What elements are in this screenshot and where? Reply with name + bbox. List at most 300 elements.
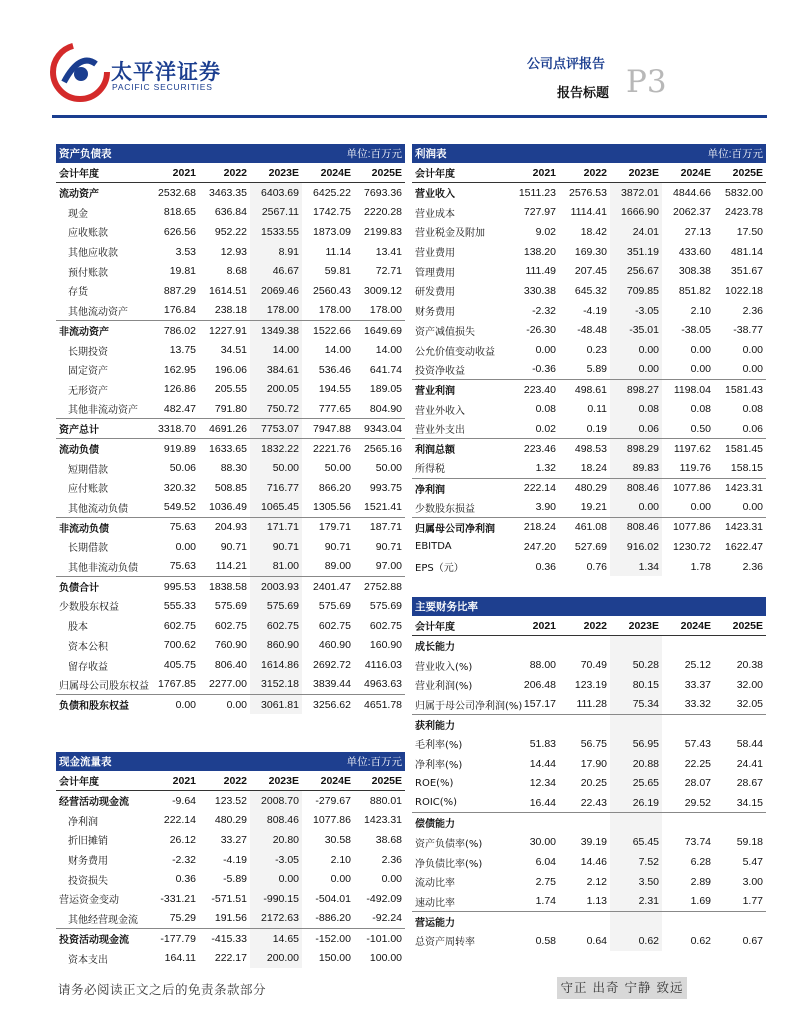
cell-value: 13.75 <box>169 344 196 357</box>
cell-value: 65.45 <box>610 833 662 853</box>
cell-value: 59.81 <box>324 265 351 278</box>
cell-value: 0.62 <box>690 934 711 947</box>
cell-value: 72.71 <box>375 265 403 278</box>
cell-value: 916.02 <box>610 537 662 557</box>
cell-value: 123.52 <box>199 791 250 811</box>
cell-value: 7693.36 <box>354 183 405 203</box>
row-label: 归属母公司股东权益 <box>59 680 149 692</box>
column-header: 2022 <box>199 771 250 791</box>
cell-value: 2.75 <box>535 875 556 888</box>
cell-value: -38.77 <box>733 324 764 337</box>
row-label: 其他应收款 <box>68 248 118 260</box>
cell-value: 2565.16 <box>354 439 405 459</box>
cell-value: 1.78 <box>690 560 711 573</box>
table-row <box>56 202 405 222</box>
cell-value: 1065.45 <box>250 498 302 518</box>
cell-value <box>714 813 766 833</box>
table-row <box>56 675 405 695</box>
cell-value: 0.00 <box>690 344 711 357</box>
cell-value: 0.00 <box>330 873 351 886</box>
table-title: 主要财务比率 <box>412 597 766 616</box>
cell-value: 2.31 <box>610 892 662 912</box>
row-label: 营业外支出 <box>415 425 465 437</box>
table-title: 资产负债表 <box>56 144 302 163</box>
cell-value: 330.38 <box>523 284 556 297</box>
cell-value: 187.71 <box>354 517 405 537</box>
table-row <box>56 869 405 889</box>
cell-value: 602.75 <box>214 619 247 632</box>
cell-value: 480.29 <box>214 814 247 827</box>
row-label: 营业外收入 <box>415 405 465 417</box>
table-row <box>412 754 766 774</box>
cell-value <box>662 813 714 833</box>
cell-value: -2.32 <box>172 853 196 866</box>
cell-value: 189.05 <box>369 383 403 396</box>
cell-value: 119.76 <box>679 461 711 474</box>
cell-value: 460.90 <box>318 639 351 652</box>
column-header: 2021 <box>508 163 559 183</box>
cell-value: 804.90 <box>369 402 403 415</box>
cell-value: 27.13 <box>684 225 711 238</box>
cell-value: 791.80 <box>214 402 247 415</box>
cell-value: 80.15 <box>610 675 662 695</box>
page-header <box>0 0 791 120</box>
cell-value: 898.29 <box>610 439 662 459</box>
cell-value <box>559 714 610 734</box>
column-header: 会计年度 <box>412 163 508 183</box>
cell-value <box>508 714 559 734</box>
cell-value: 1521.41 <box>364 501 403 514</box>
cell-value: 709.85 <box>610 281 662 301</box>
cell-value: 223.40 <box>508 380 559 400</box>
cell-value: 1.77 <box>742 895 763 908</box>
row-label: 其他非流动资产 <box>68 405 138 417</box>
cell-value: 6.28 <box>690 856 711 869</box>
table-row <box>412 655 766 675</box>
cell-value: 0.00 <box>610 360 662 380</box>
cell-value: 641.74 <box>369 363 403 376</box>
row-label: 营业收入(%) <box>415 661 473 673</box>
row-label: 管理费用 <box>415 267 455 279</box>
cell-value: 2008.70 <box>250 791 302 811</box>
cell-value: 57.43 <box>684 737 711 750</box>
cell-value: 433.60 <box>678 245 711 258</box>
cell-value: 160.90 <box>369 639 403 652</box>
row-label: 负债合计 <box>56 576 148 596</box>
cell-value: 5.47 <box>742 856 763 869</box>
cell-value: 204.93 <box>199 517 250 537</box>
cell-value: 50.00 <box>324 462 351 475</box>
cell-value: 1.13 <box>586 895 607 908</box>
cell-value: -152.00 <box>302 929 354 949</box>
cell-value: 14.46 <box>580 856 607 869</box>
cell-value: 0.58 <box>535 934 556 947</box>
cell-value: -48.48 <box>577 324 607 337</box>
row-label: 其他流动负债 <box>68 503 128 515</box>
cell-value: -415.33 <box>199 929 250 949</box>
cell-value: 25.12 <box>684 659 711 672</box>
table-row <box>56 889 405 909</box>
table-header-row <box>412 616 766 636</box>
row-label: 其他非流动负债 <box>68 562 138 574</box>
cell-value: 3.50 <box>610 872 662 892</box>
cell-value: 527.69 <box>574 540 607 553</box>
cell-value: 645.32 <box>574 284 607 297</box>
column-header: 2021 <box>508 616 559 636</box>
cell-value: 860.90 <box>250 636 302 656</box>
column-header: 2025E <box>714 616 766 636</box>
table-row <box>56 340 405 360</box>
cell-value: 30.00 <box>529 836 556 849</box>
cell-value: 24.01 <box>610 222 662 242</box>
financial-ratios-table <box>412 597 766 951</box>
cell-value <box>610 636 662 656</box>
cell-value: 14.00 <box>375 344 403 357</box>
cell-value: 536.46 <box>318 363 351 376</box>
table-row <box>412 242 766 262</box>
report-type: 公司点评报告 <box>527 57 606 72</box>
cell-value: 2.10 <box>690 304 711 317</box>
row-label: 短期借款 <box>68 464 108 476</box>
row-label: 营业收入 <box>412 183 508 203</box>
cell-value: 207.45 <box>574 265 607 278</box>
table-header-row <box>56 771 405 791</box>
cell-value: -0.36 <box>532 363 556 376</box>
cell-value: 555.33 <box>163 599 196 612</box>
cell-value: 2062.37 <box>673 206 711 219</box>
table-row <box>412 537 766 557</box>
cell-value: 24.41 <box>736 757 763 770</box>
cell-value: 6425.22 <box>302 183 354 203</box>
cell-value: 480.29 <box>559 478 610 498</box>
cell-value: 4691.26 <box>199 419 250 439</box>
cell-value <box>508 636 559 656</box>
cell-value: 1423.31 <box>364 814 403 827</box>
row-label: 研发费用 <box>415 287 455 299</box>
row-label: 其他经营现金流 <box>68 914 138 926</box>
table-unit: 单位:百万元 <box>302 752 405 771</box>
cell-value: 995.53 <box>148 576 199 596</box>
column-header: 2023E <box>250 771 302 791</box>
cell-value: 818.65 <box>163 206 196 219</box>
row-label: EBITDA <box>415 541 452 553</box>
cell-value: 0.00 <box>148 695 199 715</box>
cell-value: 3872.01 <box>610 183 662 203</box>
table-row <box>412 872 766 892</box>
table-title: 利润表 <box>412 144 662 163</box>
table-row <box>412 301 766 321</box>
cell-value: 1581.43 <box>714 380 766 400</box>
cell-value: -92.24 <box>372 912 403 925</box>
table-row <box>56 616 405 636</box>
cell-value: 218.24 <box>508 517 559 537</box>
cell-value: 602.75 <box>369 619 403 632</box>
cell-value: 549.52 <box>163 501 196 514</box>
cell-value: 2.36 <box>742 560 764 573</box>
table-row <box>412 380 766 400</box>
column-header: 会计年度 <box>56 163 148 183</box>
cell-value: 405.75 <box>163 659 196 672</box>
table-row <box>56 909 405 929</box>
cell-value: 626.56 <box>163 225 196 238</box>
cell-value: 0.00 <box>742 344 764 357</box>
row-label: 流动负债 <box>56 439 148 459</box>
table-title-row <box>412 597 766 616</box>
cell-value: 1022.18 <box>725 284 764 297</box>
row-label: 公允价值变动收益 <box>415 346 495 358</box>
cell-value: 2.89 <box>690 875 711 888</box>
table-row <box>412 892 766 912</box>
cell-value: 29.52 <box>684 796 711 809</box>
cell-value: 0.06 <box>742 422 764 435</box>
table-row <box>56 695 405 715</box>
cell-value: 320.32 <box>163 481 196 494</box>
cell-value: -177.79 <box>148 929 199 949</box>
table-row <box>56 830 405 850</box>
row-label: 营业税金及附加 <box>415 228 485 240</box>
row-label: 营业利润 <box>412 380 508 400</box>
column-header: 2022 <box>559 616 610 636</box>
cell-value: 4116.03 <box>364 659 403 672</box>
cell-value: 0.00 <box>250 869 302 889</box>
cell-value: -4.19 <box>583 304 607 317</box>
table-row <box>56 636 405 656</box>
cell-value: -571.51 <box>211 892 247 905</box>
cell-value: 1832.22 <box>250 439 302 459</box>
row-label: 资产负债率(%) <box>415 838 483 850</box>
cell-value: 50.00 <box>375 462 403 475</box>
cell-value <box>559 911 610 931</box>
cell-value: 2.36 <box>742 304 764 317</box>
cell-value: 38.68 <box>375 833 403 846</box>
cell-value: 3.53 <box>175 245 196 258</box>
table-row <box>412 557 766 577</box>
cell-value: 636.84 <box>214 206 247 219</box>
cell-value: -492.09 <box>366 892 403 905</box>
cell-value: 191.56 <box>214 912 247 925</box>
row-label: 预付账款 <box>68 267 108 279</box>
cell-value: 56.75 <box>580 737 607 750</box>
cell-value: 0.00 <box>610 498 662 518</box>
cell-value: 89.83 <box>610 458 662 478</box>
cell-value: 6.04 <box>535 856 556 869</box>
row-label: 归属母公司净利润 <box>412 517 508 537</box>
table-row <box>56 183 405 203</box>
cell-value: 88.30 <box>220 462 247 475</box>
row-label: 投资损失 <box>68 875 108 887</box>
cell-value: 0.19 <box>586 422 607 435</box>
logo-chinese-name: 太平洋证券 <box>111 60 221 84</box>
cell-value: 178.00 <box>318 304 351 317</box>
cell-value: 12.34 <box>529 777 556 790</box>
table-row <box>412 340 766 360</box>
row-label: 毛利率(%) <box>415 740 463 752</box>
cell-value: 88.00 <box>529 659 556 672</box>
cell-value <box>559 636 610 656</box>
row-label: 固定资产 <box>68 366 108 378</box>
row-label: 财务费用 <box>68 856 108 868</box>
cell-value: 3009.12 <box>364 284 403 297</box>
cell-value: 1198.04 <box>662 380 714 400</box>
cell-value <box>508 911 559 931</box>
cell-value: 25.65 <box>610 774 662 794</box>
cell-value: 17.50 <box>736 225 764 238</box>
cell-value: 3152.18 <box>250 675 302 695</box>
cell-value: 750.72 <box>250 399 302 419</box>
cell-value: 0.11 <box>587 403 607 416</box>
cell-value: 34.15 <box>736 796 763 809</box>
cell-value: 111.28 <box>576 698 607 711</box>
cell-value: -886.20 <box>315 912 351 925</box>
table-row <box>412 636 766 656</box>
cell-value: 194.55 <box>318 383 351 396</box>
cell-value: 808.46 <box>610 517 662 537</box>
cell-value <box>559 813 610 833</box>
cell-value: 169.30 <box>574 245 607 258</box>
cell-value: 13.41 <box>375 245 403 258</box>
table-row <box>56 498 405 518</box>
column-header: 2024E <box>662 163 714 183</box>
cell-value: 898.27 <box>610 380 662 400</box>
cell-value: 4963.63 <box>364 678 403 691</box>
cell-value: 50.28 <box>610 655 662 675</box>
page-number: P3 <box>626 64 667 100</box>
cell-value: 716.77 <box>250 478 302 498</box>
cell-value: 26.12 <box>169 833 196 846</box>
cell-value: 75.34 <box>610 695 662 715</box>
cell-value: 0.08 <box>610 399 662 419</box>
cell-value: 1581.45 <box>714 439 766 459</box>
column-header: 2024E <box>302 771 354 791</box>
cell-value: 308.38 <box>678 265 711 278</box>
cell-value: 39.19 <box>580 836 607 849</box>
cell-value: 223.46 <box>508 439 559 459</box>
table-row <box>56 537 405 557</box>
cell-value: 2401.47 <box>302 576 354 596</box>
cell-value: 18.24 <box>580 461 607 474</box>
table-row <box>56 576 405 596</box>
cell-value: 12.93 <box>220 245 247 258</box>
cell-value: 498.53 <box>559 439 610 459</box>
column-header: 2025E <box>354 163 405 183</box>
table-row <box>412 419 766 439</box>
row-label: 经营活动现金流 <box>56 791 148 811</box>
cell-value: 575.69 <box>250 596 302 616</box>
table-row <box>56 321 405 341</box>
table-unit: 单位:百万元 <box>302 144 405 163</box>
table-unit: 单位:百万元 <box>662 144 766 163</box>
cell-value: 1649.69 <box>354 321 405 341</box>
cell-value: 1.74 <box>535 895 556 908</box>
cell-value: 0.00 <box>742 363 764 376</box>
cell-value: 1227.91 <box>199 321 250 341</box>
cell-value: 1838.58 <box>199 576 250 596</box>
cell-value: 7.52 <box>610 852 662 872</box>
cell-value: 351.67 <box>730 265 764 278</box>
column-header: 2023E <box>610 616 662 636</box>
row-label: 投资净收益 <box>415 365 465 377</box>
cell-value: 2.12 <box>586 875 607 888</box>
cell-value: 0.06 <box>610 419 662 439</box>
cell-value: 2752.88 <box>354 576 405 596</box>
row-label: 获利能力 <box>412 714 508 734</box>
cell-value: 114.21 <box>215 560 247 573</box>
column-header: 2022 <box>199 163 250 183</box>
cell-value: 20.80 <box>250 830 302 850</box>
table-row <box>56 399 405 419</box>
cell-value: 3839.44 <box>313 678 351 691</box>
cell-value: 0.00 <box>199 695 250 715</box>
income-statement-table <box>412 144 766 576</box>
table-row <box>412 222 766 242</box>
cell-value: 1230.72 <box>673 540 711 553</box>
cell-value: 602.75 <box>163 619 196 632</box>
cell-value: 1.69 <box>690 895 711 908</box>
cell-value: 1077.86 <box>662 478 714 498</box>
cell-value <box>610 911 662 931</box>
cell-value: 2003.93 <box>250 576 302 596</box>
header-divider <box>52 115 767 118</box>
row-label: 应付账款 <box>68 484 108 496</box>
row-label: 现金 <box>68 208 88 220</box>
row-label: 净利润 <box>68 816 98 828</box>
cell-value <box>662 636 714 656</box>
table-row <box>56 380 405 400</box>
cell-value: -2.32 <box>532 304 556 317</box>
row-label: 长期投资 <box>68 346 108 358</box>
table-row <box>56 655 405 675</box>
row-label: 流动资产 <box>56 183 148 203</box>
column-header: 2024E <box>662 616 714 636</box>
cell-value: 90.71 <box>250 537 302 557</box>
cell-value: 3463.35 <box>199 183 250 203</box>
cell-value <box>714 714 766 734</box>
cell-value: 1522.66 <box>302 321 354 341</box>
row-label: ROE(%) <box>415 777 454 789</box>
cell-value: 2220.28 <box>364 206 403 219</box>
column-header: 2021 <box>148 163 199 183</box>
cell-value: 851.82 <box>678 284 711 297</box>
cell-value: 16.44 <box>529 796 556 809</box>
table-row <box>412 478 766 498</box>
cell-value: 575.69 <box>369 599 403 612</box>
row-label: EPS（元） <box>415 563 464 575</box>
row-label: 负债和股东权益 <box>56 695 148 715</box>
cell-value: 461.08 <box>559 517 610 537</box>
footer-motto: 守正 出奇 宁静 致远 <box>557 977 687 999</box>
cell-value: 2567.11 <box>250 202 302 222</box>
cell-value: 0.00 <box>175 540 196 553</box>
cell-value: 602.75 <box>250 616 302 636</box>
column-header: 2021 <box>148 771 199 791</box>
cell-value: 887.29 <box>163 284 196 297</box>
cell-value: 3.00 <box>742 875 763 888</box>
table-row <box>412 202 766 222</box>
cell-value: 6403.69 <box>250 183 302 203</box>
cell-value: 866.20 <box>318 481 351 494</box>
table-row <box>56 281 405 301</box>
cell-value: 0.36 <box>535 560 556 573</box>
table-title-row <box>56 144 405 163</box>
cell-value: 8.68 <box>226 265 247 278</box>
cell-value: 20.25 <box>580 777 607 790</box>
row-label: 所得税 <box>415 464 445 476</box>
cell-value: -9.64 <box>148 791 199 811</box>
cell-value: 1305.56 <box>313 501 351 514</box>
cell-value: 14.00 <box>250 340 302 360</box>
row-label: 股本 <box>68 622 88 634</box>
cell-value: 73.74 <box>684 836 711 849</box>
